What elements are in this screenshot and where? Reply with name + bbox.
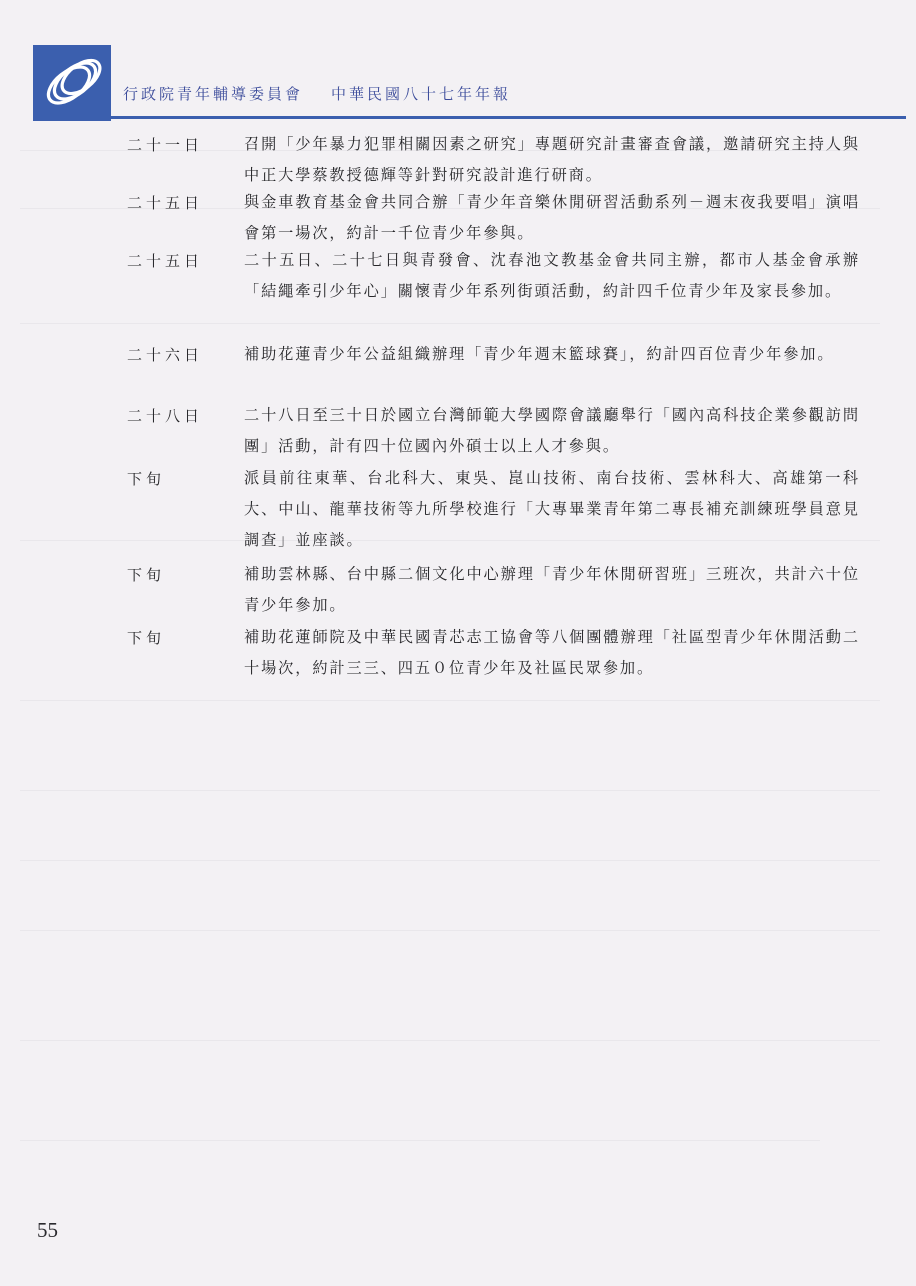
header-rule [33, 116, 906, 119]
logo-rings-icon [33, 45, 111, 121]
logo [33, 45, 111, 121]
entry-date: 下旬 [127, 470, 166, 488]
entry-text: 補助雲林縣、台中縣二個文化中心辦理「青少年休閒研習班」三班次，共計六十位青少年參加。 [244, 565, 860, 614]
entry-text: 與金車教育基金會共同合辦「青少年音樂休閒研習活動系列－週末夜我要唱」演唱會第一場次，約計一千位青少年參與。 [244, 193, 860, 242]
header-report: 中華民國八十七年年報 [331, 85, 512, 103]
entry-text: 派員前往東華、台北科大、東吳、崑山技術、南台技術、雲林科大、高雄第一科大、中山、龍華技術等九所學校進行「大專畢業青年第二專長補充訓練班學員意見調查」並座談。 [244, 469, 860, 549]
bleed-through-line [20, 1040, 880, 1041]
running-header [123, 83, 511, 104]
header-org: 行政院青年輔導委員會 [123, 85, 304, 103]
bleed-through-line [20, 860, 880, 861]
bleed-through-line [20, 790, 880, 791]
entry-date: 下旬 [127, 566, 166, 584]
entry-text: 二十五日、二十七日與青發會、沈春池文教基金會共同主辦，都市人基金會承辦「結繩牽引少年心」關懷青少年系列街頭活動，約計四千位青少年及家長參加。 [244, 251, 860, 300]
bleed-through-line [20, 323, 880, 324]
entry-text: 補助花蓮青少年公益組織辦理「青少年週末籃球賽」，約計四百位青少年參加。 [244, 345, 835, 363]
entry-date: 二十一日 [127, 136, 204, 154]
entry-date: 二十五日 [127, 194, 204, 212]
entry-text: 補助花蓮師院及中華民國青芯志工協會等八個團體辦理「社區型青少年休閒活動二十場次，約計三三、四五０位青少年及社區民眾參加。 [244, 628, 860, 677]
entry-text: 召開「少年暴力犯罪相關因素之研究」專題研究計畫審查會議，邀請研究主持人與中正大學蔡教授德輝等針對研究設計進行研商。 [244, 135, 860, 184]
entry-date: 下旬 [127, 629, 166, 647]
bleed-through-line [20, 930, 880, 931]
entry-date: 二十六日 [127, 346, 204, 364]
entry-date: 二十五日 [127, 252, 204, 270]
bleed-through-line [20, 700, 880, 701]
bleed-through-line [20, 1140, 820, 1141]
entry-text: 二十八日至三十日於國立台灣師範大學國際會議廳舉行「國內高科技企業參觀訪問團」活動，計有四十位國內外碩士以上人才參與。 [244, 406, 860, 455]
page-number: 55 [37, 1218, 58, 1242]
entry-date: 二十八日 [127, 407, 204, 425]
